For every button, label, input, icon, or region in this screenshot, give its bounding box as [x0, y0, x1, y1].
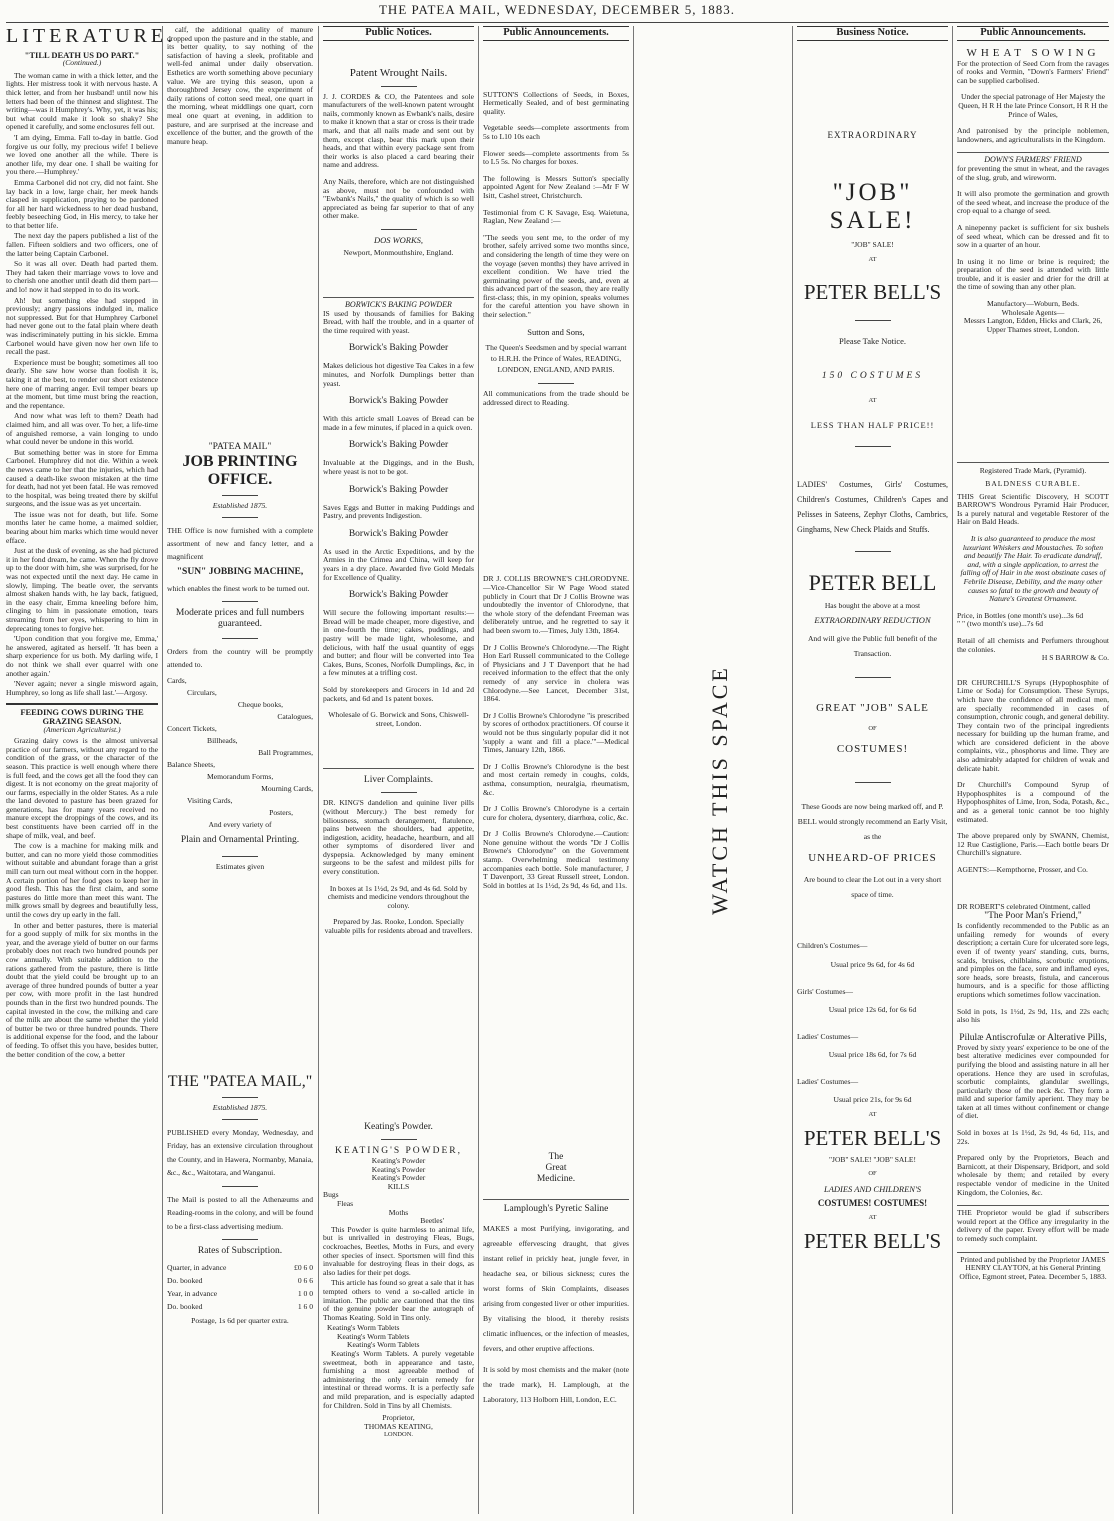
great-medicine: Medicine.	[536, 1174, 576, 1184]
keating-line: Keating's Powder	[371, 1164, 426, 1174]
price-value: Usual price 21s, for 9s 6d	[833, 1095, 912, 1105]
downs-wholesale: Wholesale Agents—	[1001, 307, 1065, 317]
story-paragraph: Experience must be bought; sometimes all too dearly. She saw how worse than foolish it is, taking it at the best, to render our short existence here one of marring anger. Evil temper bears up at the moment, but time must bring the reaction, and the repentance.	[6, 357, 158, 410]
borwick-heading: Borwick's Baking Powder	[348, 528, 449, 539]
column-rule	[478, 26, 479, 1514]
story-paragraph: The issue was not for death, but life. Some months later he came home, a maimed soldier, bearing about him marks which time would never efface.	[6, 509, 158, 545]
story-paragraph: But something better was in store for Emma Carbonel. Humphrey did not die. Within a week the news came to her that the injuries, which had caused a death-like swoon mistaken at the time for death, had not yet been fatal. He was removed to the hospital, was being treated there by skilful surgeons, and the issue was as yet uncertain.	[6, 447, 158, 509]
downs-manufactory: Manufactory—Woburn, Beds.	[987, 299, 1079, 309]
keating-line: Keating's Powder	[371, 1173, 426, 1183]
story-paragraph: Ah! but something else had stepped in previously; angry passions indulged in, malice not suppressed. But for that Humphrey Carbonel had never gone out to the fatal plain where death was indiscriminately putting in his sickle. Emma Carbonel would have given now her own life to recall the past.	[6, 295, 158, 357]
borwick-paragraph: Makes delicious hot digestive Tea Cakes in a few minutes, and Norfolk Dumplings better than yeast.	[323, 361, 474, 388]
lamplough-paragraph: It is sold by most chemists and the maker (note the trade mark), H. Lamplough, at the Laboratory, 113 Holborn Hill, London, E.C.	[483, 1365, 629, 1404]
column-public-announcements-2	[957, 26, 1109, 1516]
bound-to-clear: Are bound to clear the Lot out in a very short space of time.	[803, 875, 942, 900]
business-notice-header: Business Notice.	[797, 26, 948, 41]
downs-title: DOWN'S FARMERS' FRIEND	[957, 152, 1109, 165]
rate-value: 0 6 6	[297, 1276, 313, 1286]
feeding-paragraph: Grazing dairy cows is the almost universal practice of our farmers, without any regard to the condition of the grass, or the character of the season. This practice is well enough where there is full feed, and the cows get all the food they can digest. It is not economy on the great majority of our farms, especially in the older States. As a rule the land devoted to pasture has been grazed for generations, has for many years received no manure except the droppings of the cows, and its best constituents have been carried off in the shape of milk, veal, and beef.	[6, 736, 158, 840]
keating-fleas: Fleas	[337, 1198, 354, 1208]
downs-paragraph: In using it no lime or brine is required; the preparation of the seed is attended with little trouble, and it is easier and drier for the drill at the time of sowing than any other plan.	[957, 256, 1109, 292]
borwick-heading: Borwick's Baking Powder	[348, 484, 449, 495]
rule	[222, 1097, 258, 1098]
keating-london: LONDON.	[383, 1431, 414, 1439]
sutton-paragraph: Flower seeds—complete assortments from 5s to L5 5s. No charges for boxes.	[483, 148, 629, 167]
baldness-title: BALDNESS CURABLE.	[985, 479, 1081, 489]
keating-bugs: Bugs	[323, 1190, 339, 1200]
job-item: Concert Tickets,	[167, 723, 217, 733]
story-paragraph: And now what was left to them? Death had claimed him, and all was over. To her, a life-time of anguished remorse, a vain longing to undo what could never be undone in this world.	[6, 411, 158, 447]
column-business-notice	[797, 26, 948, 1516]
public-notices-header: Public Notices.	[323, 26, 474, 41]
at-label: AT	[868, 255, 877, 263]
sun-machine: "SUN" JOBBING MACHINE,	[176, 566, 304, 577]
job-item: Visiting Cards,	[187, 795, 233, 805]
keating-worm: Keating's Worm Tablets	[347, 1340, 420, 1350]
ladies-paragraph: LADIES' Costumes, Girls' Costumes, Children's Costumes, Children's Capes and Pelisses in Sateens, Zephyr Cloths, Cambrics, Ginghams, New Check Plaids and Stuffs.	[797, 479, 948, 534]
column-rule	[952, 26, 953, 1514]
plain-printing: Plain and Ornamental Printing.	[180, 834, 300, 845]
job-sale-repeat: "JOB" SALE! "JOB" SALE!	[828, 1154, 917, 1164]
job-item: Cheque books,	[237, 699, 283, 709]
job-item: Billheads,	[207, 735, 238, 745]
job-established: Established 1875.	[212, 501, 268, 510]
costumes-costumes: COSTUMES! COSTUMES!	[817, 1198, 928, 1209]
sutton-paragraph: The following is Messrs Sutton's specially appointed Agent for New Zealand :—Mr F W Isitt, Cashel street, Christchurch.	[483, 173, 629, 200]
mail-published: PUBLISHED every Monday, Wednesday, and Friday, has an extensive circulation throughout the County, and in Hawera, Normanby, Manaia, &c., &c., Waitotara, and Wanganui.	[167, 1127, 313, 1178]
column-job-printing	[167, 26, 313, 1516]
feeding-paragraph: The cow is a machine for making milk and butter, and can no more yield those commodities without suitable and abundant forage than a grist mill can turn out meal without corn in the hopper. A certain portion of her food goes to keep her in good flesh. This has the first claim, and some pastures do little more than meet this want. The milk grows small by degrees and beautifully less, until the cows dry up early in the fall.	[6, 841, 158, 919]
pilulae-paragraph: Sold in boxes at 1s 1½d, 2s 9d, 4s 6d, 11s, and 22s.	[957, 1128, 1109, 1146]
price-value: Usual price 18s 6d, for 7s 6d	[828, 1050, 917, 1060]
mail-title: THE "PATEA MAIL,"	[167, 1073, 313, 1091]
column-rule	[162, 26, 163, 1514]
great-job-sale: GREAT "JOB" SALE	[816, 701, 929, 714]
estimates-given: Estimates given	[215, 861, 265, 871]
keating-name: THOMAS KEATING,	[364, 1421, 433, 1431]
nails-paragraph: Any Nails, therefore, which are not distinguished as above, must not be confounded with "Ewbank's Nails," the quality of which is so well appreciated as being far superior to that of any other make.	[323, 176, 474, 221]
story-paragraph: The woman came in with a thick letter, and the lights. Her mistress took it with nervous haste. A thick letter, and from her husband! until now his letters had been of the thinnest and slightest. The writing—was it Humphrey's. Why, yet, it was his; but what could make it look so shaky? She opened it carefully, and some enclosures fell out.	[6, 70, 158, 132]
keating-moths: Moths	[388, 1207, 409, 1217]
churchill-paragraph: Dr Churchill's Compound Syrup of Hypophosphites is a compound of the Hypophosphites of Lime, Iron, Soda, Potash, &c., and as a general tonic cannot be too highly estimated.	[957, 780, 1109, 824]
job-orders: Orders from the country will be promptly attended to.	[167, 646, 313, 669]
rule	[855, 320, 891, 321]
collis-paragraph: Dr J Collis Browne's Chlorodyne is a certain cure for cholera, dysentery, diarrhœa, colic, &c.	[483, 804, 629, 822]
collis-paragraph: Dr J Collis Browne's Chlorodyne is the best and most certain remedy in coughs, colds, asthma, consumption, neuralgia, rheumatism, &c.	[483, 761, 629, 797]
rate-value: £0 6 0	[294, 1263, 313, 1273]
mail-posted: The Mail is posted to all the Athenæums and Reading-rooms in the colony, and will be found to be a first-class advertising medium.	[167, 1194, 313, 1231]
spacer	[167, 192, 313, 442]
keating-line: Keating's Powder	[371, 1156, 426, 1165]
job-item: Circulars,	[187, 687, 217, 697]
at-label: AT	[868, 1214, 877, 1222]
of-label: OF	[868, 1170, 877, 1178]
extraordinary-reduction: EXTRAORDINARY REDUCTION	[814, 615, 931, 626]
keating-worm: Keating's Worm Tablets	[337, 1331, 410, 1341]
dos-works: DOS WORKS,	[373, 234, 424, 245]
borwick-paragraph: Invaluable at the Diggings, and in the Bush, where yeast is not to be got.	[323, 458, 474, 477]
rate-label: Quarter, in advance	[167, 1263, 227, 1273]
rate-label: Do. booked	[167, 1302, 203, 1312]
peter-bells: PETER BELL'S	[803, 280, 942, 305]
job-item: Posters,	[269, 807, 293, 817]
job-finest: which enables the finest work to be turned out.	[167, 583, 310, 593]
price-value: Usual price 12s 6d, for 6s 6d	[828, 1005, 917, 1015]
poor-mans-friend: "The Poor Man's Friend,"	[984, 911, 1082, 922]
rule	[855, 782, 891, 783]
borwick-paragraph: Sold by storekeepers and Grocers in 1d and 2d packets, and 6d and 1s patent boxes.	[323, 684, 474, 703]
borwick-paragraph: Will secure the following important results:—Bread will be made cheaper, more digestive, and in one-fourth the time; cakes, puddings, and pastry will be made light, wholesome, and delicious, with half the usual quantity of eggs and butter; and flour will be converted into Tea Cakes, Buns, Scones, Norfolk Dumplings, &c, in a few minutes at a trifling cost.	[323, 608, 474, 678]
mail-established: Established 1875.	[212, 1103, 268, 1113]
keating-title: Keating's Powder.	[364, 1122, 433, 1132]
price-value: Usual price 9s 6d, for 4s 6d	[830, 959, 915, 969]
rate-label: Year, in advance	[167, 1289, 218, 1299]
story-subtitle: (Continued.)	[62, 58, 102, 68]
keating-paragraph: This Powder is quite harmless to animal life, but is unrivalled in destroying Fleas, Bugs, cockroaches, Beetles, Moths in Furs, and every other species of insect. Sportsmen will find this invaluable for destroying fleas in their dogs, as also ladies for their pet dogs.	[323, 1224, 474, 1277]
sutton-paragraph: SUTTON'S Collections of Seeds, in Boxes, Hermetically Sealed, and of best germinating quality.	[483, 89, 629, 116]
give-benefit: And will give the Public full benefit of the Transaction.	[807, 633, 938, 658]
sutton-name: Sutton and Sons,	[527, 326, 585, 337]
pilulae-paragraph: Proved by sixty years' experience to be one of the best alterative medicines ever compounded for purifying the blood and assisting nature in all her operations. Hence they are used in scrofulas, scorbutic complaints, glandular swellings, particularly those of the neck &c. They form a mild and superior family aperient. They may be taken at all times without confinement or change of diet.	[957, 1042, 1109, 1121]
rate-label: Do. booked	[167, 1276, 203, 1286]
robert-paragraph: Sold in pots, 1s 1½d, 2s 9d, 11s, and 22s each; also his	[957, 1006, 1109, 1025]
price-label: Children's Costumes—	[797, 941, 868, 951]
rule	[381, 792, 417, 793]
churchill-paragraph: The above prepared only by SWANN, Chemist, 12 Rue Castiglione, Paris.—Each bottle bears Dr Churchill's signature.	[957, 831, 1109, 858]
keating-proprietor: Proprietor,	[382, 1413, 415, 1423]
please-take-notice: Please Take Notice.	[839, 336, 906, 347]
registered-mark: Registered Trade Mark, (Pyramid).	[957, 462, 1109, 476]
job-item: Catalogues,	[277, 711, 313, 721]
column-lamplough	[483, 1152, 629, 1516]
borwick-paragraph: As used in the Arctic Expeditions, and by the Armies in the Crimea and China, will keep for years in a dry place. Awarded five Gold Medals for Excellence of Quality.	[323, 546, 474, 582]
liver-title: Liver Complaints.	[323, 768, 474, 786]
job-item: Mourning Cards,	[261, 783, 313, 793]
ladies-childrens: LADIES AND CHILDREN'S	[823, 1183, 922, 1194]
rule	[381, 229, 417, 230]
story-paragraph: 'Upon condition that you forgive me, Emma,' he answered, agitated as herself. 'It has been a sharp experience for us both. My darling wife, I do not think we shall ever quarrel with one another again.'	[6, 634, 158, 678]
watch-this-space	[700, 665, 740, 915]
collis-paragraph: Dr J Collis Browne's Chlorodyne.—The Right Hon Earl Russell communicated to the College of Physicians and J T Davenport that he had received information to the effect that the only remedy of any service in cholera was Chlorodyne.—See Lancet, December 31st, 1864.	[483, 642, 629, 704]
proprietor-notice: THE Proprietor would be glad if subscribers would report at the Office any irregularity in the delivery of the paper. Every effort will be made to remedy such complaint.	[957, 1205, 1109, 1243]
rule	[222, 638, 258, 639]
baldness-price: Price, in Bottles (one month's use)...3s 6d	[957, 610, 1084, 620]
rule	[538, 383, 574, 384]
less-than-half: LESS THAN HALF PRICE!!	[810, 420, 935, 431]
job-item: And every variety of	[208, 819, 272, 829]
rule	[222, 1119, 258, 1120]
story-paragraph: Emma Carbonel did not cry, did not faint. She lay back in a low, large chair, her meek hands clasped in supplication, praying to be pardoned for all her hard wickedness to her dead husband, feebly beseeching God, in His mercy, to take her to that better life.	[6, 177, 158, 230]
job-title-2: JOB PRINTING OFFICE.	[182, 453, 298, 488]
collis-paragraph: DR J. COLLIS BROWNE'S CHLORODYNE.—Vice-Chancellor Sir W Page Wood stated publicly in Court that Dr J Collis Browne was undoubtedly the inventor of Chlorodyne, that the whole story of the defendant Freeman was deliberately untrue, and he regretted to say it had been sworn to.—Times, July 13th, 1864.	[483, 574, 629, 635]
lamplough-title: Lamplough's Pyretic Saline	[483, 1199, 629, 1215]
downs-paragraph: A ninepenny packet is sufficient for six bushels of seed wheat, which can be dressed and fit to sow in a quarter of an hour.	[957, 222, 1109, 250]
borwick-heading: Borwick's Baking Powder	[348, 343, 449, 354]
sutton-trade: All communications from the trade should be addressed direct to Reading.	[483, 389, 629, 407]
liver-paragraph: In boxes at 1s 1½d, 2s 9d, and 4s 6d. Sold by chemists and medicine vendors throughout the colony.	[327, 883, 470, 910]
feeding-subtitle: (American Agriculturist.)	[43, 724, 121, 734]
at-label: AT	[868, 1111, 877, 1119]
borwick-heading: Borwick's Baking Powder	[348, 440, 449, 451]
baldness-retail: Retail of all chemists and Perfumers throughout the colonies.	[957, 635, 1109, 654]
story-title: "TILL DEATH US DO PART."	[24, 49, 140, 60]
job-intro: THE Office is now furnished with a complete assortment of new and fancy letter, and a magnificent	[167, 525, 313, 561]
liver-paragraph: Prepared by Jas. Rooke, London. Specially valuable pills for residents abroad and travellers.	[324, 917, 473, 936]
baldness-paragraph: THIS Great Scientific Discovery, H SCOTT BARROW'S Wondrous Pyramid Hair Producer, Is a purely natural and vegetable Restorer of the Hair on Bald Heads.	[957, 491, 1109, 527]
lamplough-paragraph: MAKES a most Purifying, invigorating, and agreeable effervescing draught, that gives instant relief in prickly heat, jungle fever, in headache sea, or bilious sickness; cures the worst forms of Skin Complaints, diseases arising from congested liver or other impurities. By vitalising the blood, it thereby resists climatic influences, or the infection of measles, fevers, and other eruptive affections.	[483, 1224, 629, 1353]
price-label: Girls' Costumes—	[797, 986, 854, 996]
borwick-heading: Borwick's Baking Powder	[348, 590, 449, 601]
churchill-agents: AGENTS:—Kempthorne, Prosser, and Co.	[957, 865, 1088, 874]
story-paragraph: The next day the papers published a list of the fallen. Fifteen soldiers and two officers, one of the latter being Captain Carbonel.	[6, 231, 158, 258]
literature-header: LITERATURE.	[6, 25, 177, 47]
watch-text: WATCH THIS SPACE	[707, 665, 732, 915]
has-bought: Has bought the above at a most	[824, 600, 921, 610]
section-rule	[6, 703, 158, 705]
rule	[855, 551, 891, 552]
price-label: Ladies' Costumes—	[797, 1031, 859, 1041]
rule	[381, 86, 417, 87]
rule	[222, 1186, 258, 1187]
rule	[222, 495, 258, 496]
goods-marked: These Goods are now being marked off, and P. BELL would strongly recommend an Early Visit, as the	[797, 801, 948, 841]
sutton-paragraph: Testimonial from C K Savage, Esq. Waietuna, Raglan, New Zealand :—	[483, 207, 629, 226]
wheat-paragraph: And patronised by the principle noblemen, landowners, and agriculturalists in the Kingdom.	[957, 126, 1109, 144]
job-item: Memorandum Forms,	[207, 771, 274, 781]
public-announcements-header: Public Announcements.	[957, 26, 1109, 41]
baldness-price: " " (two month's use)...7s 6d	[957, 619, 1044, 629]
at-label: AT	[868, 396, 877, 404]
rule	[222, 856, 258, 857]
borwick-paragraph: IS used by thousands of families for Baking Bread, with half the trouble, and in a quarter of the time required with yeast.	[323, 308, 474, 335]
unheard-prices: UNHEARD-OF PRICES	[808, 851, 937, 864]
peter-bell: PETER BELL	[808, 569, 937, 595]
feeding-title: FEEDING COWS DURING THE GRAZING SEASON.	[20, 707, 144, 726]
rule	[381, 1139, 417, 1140]
story-paragraph: 'Never again; never a single misword again, Humphrey, so long as life shall last.'—Argosy.	[6, 679, 158, 697]
rule	[855, 677, 891, 678]
peter-bells: PETER BELL'S	[803, 1228, 942, 1253]
of-label: OF	[868, 724, 877, 732]
costumes-150: 150 COSTUMES	[821, 370, 924, 381]
story-paragraph: Just at the dusk of evening, as she had pictured it in her fond dream, he came. When the fly drove up to the door with him, she was surprised, for he was not expected until the next day. He came in slowly, limping. The beatle over, the servants almost shaken hands with, he lay back, fatigued, in the easy chair, Emma kneeling before him, clinging to him in passionate emotion, tears streaming from her eyes, whispering to him in deprecating tones to forgive her.	[6, 546, 158, 633]
column-rule	[318, 26, 319, 1514]
public-announcements-header: Public Announcements.	[483, 26, 629, 41]
feeding-paragraph: In other and better pastures, there is material for a good supply of milk for six months in the year, and the average yield of butter on our farms probably does not reach two hundred pounds per cow annually. With suitable addition to the rations gathered from the pasture, there is little doubt that the yield could be brought up to an average of three hundred pounds of butter a year per cow, with more profit in the last hundred pounds than in the first two hundred pounds. The capital invested in the cow, the milking and care of the milk are about the same whether the yield of butter be two or three hundred pounds. There is additional expense for the food, and the labour of feeding. To offset this you have, besides butter, the better condition of the cow, a better	[6, 920, 158, 1059]
rule	[855, 446, 891, 447]
downs-paragraph: It will also promote the germination and growth of the seed wheat, and increase the produce of the crop equal to a change of seed.	[957, 189, 1109, 216]
column-rule	[633, 26, 634, 1514]
wheat-sowing-title: WHEAT SOWING	[966, 46, 1100, 59]
keating-big: KEATING'S POWDER,	[334, 1146, 462, 1156]
spacer	[167, 871, 313, 1071]
downs-paragraph: for preventing the smut in wheat, and the ravages of the slug, grub, and wireworm.	[957, 163, 1109, 182]
peter-bells: PETER BELL'S	[803, 1125, 942, 1150]
rule	[222, 517, 258, 518]
story-paragraph: So it was all over. Death had parted them. They had taken their marriage vows to love and to cherish one another until death did them part—and lo! now it had stepped in to do its work.	[6, 259, 158, 295]
robert-paragraph: Is confidently recommended to the Public as an unfailing remedy for wounds of every description; a certain Cure for ulcerated sore legs, even if of twenty years' standing, cuts, burns, scalds, bruises, chilblains, scorbutic eruptions, and pimples on the face, sore and inflamed eyes, sore heads, sore breasts, fistula, and cancerous humours, and is a specific for those afflicting eruptions which sometimes follow vaccination.	[957, 921, 1109, 999]
costumes: COSTUMES!	[836, 743, 909, 756]
keating-paragraph: This article has found so great a sale that it has tempted others to vend a so-called article in imitation. The public are cautioned that the tins of the genuine powder bear the autograph of Thomas Keating. Sold in Tins only.	[323, 1278, 474, 1322]
borwick-heading: Borwick's Baking Powder	[348, 396, 449, 407]
story-paragraph: 'I am dying, Emma. Fall to-day in battle. God forgive us our folly, my precious wife! I believe we loved one another all the while. There is another life, my dear one. I shall be waiting for you there.—Humphrey.'	[6, 132, 158, 177]
imprint: Printed and published by the Proprietor JAMES HENRY CLAYTON, at his General Printing Office, Egmont street, Patea. December 5, 1883.	[957, 1252, 1109, 1282]
job-title-1: "PATEA MAIL"	[208, 442, 272, 452]
collis-paragraph: Dr J Collis Browne's Chlorodyne "is prescribed by scores of orthodox practitioners. Of course it would not be thus singularly popular did it not 'supply a want and fill a place.'"—Medical Times, January 12th, 1866.	[483, 710, 629, 755]
job-sale-big: "JOB" SALE!	[829, 179, 916, 235]
rate-value: 1 0 0	[297, 1289, 313, 1299]
job-item: Ball Programmes,	[258, 747, 313, 757]
collis-paragraph: Dr J Collis Browne's Chlorodyne.—Caution: None genuine without the words "Dr J Collis Browne's Chlorodyne" on the Government stamp. Overwhelming medical testimony accompanies each bottle. Sole manufacturer, J T Davenport, 33 Great Russell street, London. Sold in bottles at 1s 1½d, 2s 9d, 4s 6d, and 11s.	[483, 829, 629, 890]
downs-agents: Messrs Langton, Edden, Hicks and Clark, 26, Upper Thames street, London.	[963, 316, 1103, 334]
liver-paragraph: DR. KING'S dandelion and quinine liver pills (without Mercury.) The best remedy for biliousness, stomach derangement, flatulence, pains between the shoulders, bad appetite, indigestion, acidity, headache, heartburn, and all other symptoms of disordered liver and dyspepsia. Acknowledged by many eminent surgeons to be the safest and mildest pills for every constitution.	[323, 798, 474, 877]
sutton-testimonial: "The seeds you sent me, to the order of my brother, safely arrived some two months since, and considering the length of time they were on the voyage (seven months) they have arrived in excellent condition. We have tried the germinating power of the seeds, and, even at this advanced part of the season, they are really first-class; this, in my opinion, speaks volumes for the careful attention you have shown in their selection."	[483, 232, 629, 320]
job-item: Cards,	[167, 675, 187, 685]
borwick-wholesale: Wholesale of G. Borwick and Sons, Chiswell-street, London.	[328, 710, 469, 728]
column-keating	[323, 1122, 474, 1516]
price-label: Ladies' Costumes—	[797, 1076, 859, 1086]
rule	[222, 1239, 258, 1240]
robert-intro: DR ROBERT'S celebrated Ointment, called	[957, 901, 1091, 911]
keating-paragraph: Keating's Worm Tablets. A purely vegetable sweetmeat, both in appearance and taste, furnishing a most agreeable method of administering the only certain remedy for intestinal or thread worms. It is a perfectly safe and mild preparation, and is especially adapted for Children. Sold in Tins by all Chemists.	[323, 1349, 474, 1410]
borwick-paragraph: Saves Eggs and Butter in making Puddings and Pastry, and prevents Indigestion.	[323, 502, 474, 521]
great-medicine: The	[548, 1152, 564, 1162]
keating-worm: Keating's Worm Tablets	[327, 1323, 400, 1333]
borwick-title: BORWICK'S BAKING POWDER	[323, 297, 474, 310]
wheat-paragraph: For the protection of Seed Corn from the ravages of rooks and Vermin, "Down's Farmers' Friend" can be supplied carbolised.	[957, 58, 1109, 85]
postage-note: Postage, 1s 6d per quarter extra.	[191, 1316, 289, 1326]
job-sale-small: "JOB" SALE!	[851, 240, 894, 250]
masthead-rule	[6, 22, 1108, 23]
sutton-paragraph: Vegetable seeds—complete assortments from 5s to L10 10s each	[483, 123, 629, 141]
keating-kills: KILLS	[387, 1181, 410, 1191]
nails-paragraph: J. J. CORDES & CO, the Patentees and sole manufacturers of the well-known patent wrought nails, commonly known as Ewbank's nails, desire to make it known that a star or cross is their trade mark, and that all nails made and sent out by them, except clasp, bear this mark upon their heads, and that within every package sent from their works is also placed a card bearing their name and address.	[323, 91, 474, 170]
moderate-prices: Moderate prices and full numbers guaranteed.	[175, 607, 305, 629]
feeding-continued: calf, the additional quality of manure dropped upon the pasture and in the stable, and its better quality, to say nothing of the satisfaction of having a sleek, profitable and well-fed animal under daily observation. Esthetics are worth something above pecuniary value. We are trying this season, upon a thoroughbred Jersey cow, the experiment of daily rations of cotton seed meal, one quart in the morning, wheat middlings one quart, corn meal one quart at evening, in addition to pasture, and are surprised at the increase and excellence of the butter, and the growth of the manure heap.	[167, 25, 313, 146]
nails-title: Patent Wrought Nails.	[349, 66, 448, 79]
masthead: THE PATEA MAIL, WEDNESDAY, DECEMBER 5, 1883.	[378, 2, 736, 17]
rate-value: 1 6 0	[297, 1302, 313, 1312]
great-medicine: Great	[545, 1163, 567, 1173]
pilulae-paragraph: Prepared only by the Proprietors, Beach and Barnicott, at their Dispensary, Bridport, and sold wholesale by them; and retailed by every respectable vendor of medicine in the United Kingdom, the Colonies, &c.	[957, 1153, 1109, 1197]
pilulae-title: Pilulæ Antiscrofulæ or Alterative Pills,	[959, 1032, 1107, 1043]
extraordinary: EXTRAORDINARY	[827, 129, 918, 140]
rates-title: Rates of Subscription.	[197, 1246, 283, 1257]
column-rule	[792, 26, 793, 1514]
job-item: Balance Sheets,	[167, 759, 216, 769]
borwick-paragraph: With this article small Loaves of Bread can be made in a few minutes, if placed in a quick oven.	[323, 414, 474, 432]
wheat-paragraph: Under the special patronage of Her Majesty the Queen, H R H the late Prince Consort, H R H the Prince of Wales,	[958, 92, 1108, 119]
newport: Newport, Monmouthshire, England.	[343, 247, 454, 257]
rule	[222, 601, 258, 602]
baldness-name: H S BARROW & Co.	[1041, 653, 1109, 663]
churchill-paragraph: DR CHURCHILL'S Syrups (Hypophosphite of Lime or Soda) for Consumption. These Syrups, which have the confidence of all medical men, are specially recommended in cases of consumption, chronic cough, and general debility. They contain two of the principal ingredients necessary for building up the human frame, and which are considered deficient in the above complaints, viz., phosphorus and lime. They are also admirably adapted for children of weak and delicate habit.	[957, 677, 1109, 773]
sutton-warrant: The Queen's Seedsmen and by special warrant to H.R.H. the Prince of Wales, READING, LONDON, ENGLAND, AND PARIS.	[485, 343, 627, 375]
baldness-paragraph: It is also guaranteed to produce the most luxuriant Whiskers and Moustaches. To soften and beautify The Hair. To eradicate dandruff, and, with a single application, to arrest the falling off of Hair in the most obstinate cases of Febrile Disease, Debility, and the many other causes so fatal to the growth and beauty of Nature's Greatest Ornament.	[960, 534, 1106, 604]
keating-beetles: Beetles'	[420, 1216, 444, 1226]
